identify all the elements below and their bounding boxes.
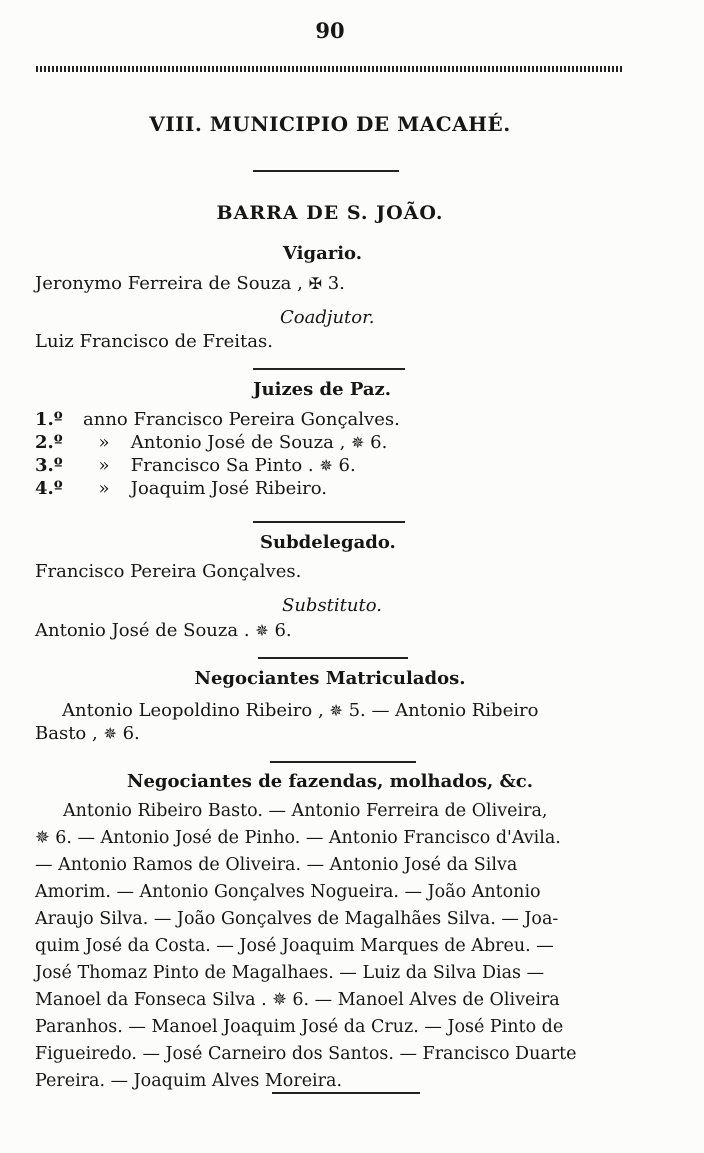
fazendas-line: quim José da Costa. — José Joaquim Marques de Abreu. — <box>35 936 554 956</box>
section-rule <box>253 521 405 523</box>
section-rule <box>258 657 408 659</box>
star-icon: ✵ <box>329 701 343 720</box>
fazendas-line: ✵ 6. — Antonio José de Pinho. — Antonio Francisco d'Avila. <box>35 828 561 848</box>
fazendas-heading: Negociantes de fazendas, molhados, &c. <box>127 771 533 792</box>
substituto-heading: Substituto. <box>282 595 382 616</box>
coadjutor-heading: Coadjutor. <box>280 307 375 328</box>
fazendas-line: Paranhos. — Manoel Joaquim José da Cruz. — José Pinto de <box>35 1017 564 1037</box>
subdelegado-heading: Subdelegado. <box>260 532 396 553</box>
matriculados-line-2: Basto , ✵ 6. <box>35 723 140 744</box>
section-rule <box>253 368 405 370</box>
vigario-name <box>35 273 345 294</box>
vigario-heading: Vigario. <box>283 243 363 264</box>
juiz-row-2: 2.º » Antonio José de Souza , ✵ 6. <box>35 432 388 453</box>
fazendas-line: Manoel da Fonseca Silva . ✵ 6. — Manoel Alves de Oliveira <box>35 990 560 1010</box>
page-title: VIII. MUNICIPIO DE MACAHÉ. <box>149 112 511 136</box>
page-number: 90 <box>315 18 345 43</box>
star-icon: ✵ <box>351 433 365 452</box>
closing-rule <box>272 1092 420 1094</box>
section-heading: BARRA DE S. JOÃO. <box>216 202 444 224</box>
star-icon: ✵ <box>103 724 117 743</box>
juizes-heading: Juizes de Paz. <box>253 379 392 400</box>
fazendas-line: José Thomaz Pinto de Magalhaes. — Luiz da Silva Dias — <box>35 963 545 983</box>
fazendas-line: Amorim. — Antonio Gonçalves Nogueira. — João Antonio <box>35 882 541 902</box>
fazendas-paragraph <box>35 798 635 1095</box>
matriculados-heading: Negociantes Matriculados. <box>194 668 466 689</box>
fazendas-line: Figueiredo. — José Carneiro dos Santos. — Francisco Duarte <box>35 1044 577 1064</box>
fazendas-line: Antonio Ribeiro Basto. — Antonio Ferreira de Oliveira, <box>63 801 548 821</box>
star-icon: ✵ <box>255 621 269 640</box>
juiz-row-3: 3.º » Francisco Sa Pinto . ✵ 6. <box>35 455 356 476</box>
substituto-grade: 6. <box>274 620 292 641</box>
cross-icon: ✠ <box>308 274 322 293</box>
juiz-row-1: 1.º anno Francisco Pereira Gonçalves. <box>35 409 400 430</box>
matriculados-line-1: Antonio Leopoldino Ribeiro , ✵ 5. — Antonio Ribeiro <box>62 700 539 721</box>
subdelegado-name: Francisco Pereira Gonçalves. <box>35 561 302 582</box>
juizes-list <box>35 408 400 500</box>
juiz-row-4: 4.º » Joaquim José Ribeiro. <box>35 478 327 499</box>
vigario-grade: 3. <box>327 273 345 294</box>
substituto-text: Antonio José de Souza . <box>35 620 250 641</box>
fazendas-line: — Antonio Ramos de Oliveira. — Antonio José da Silva <box>35 855 518 875</box>
substituto-name <box>35 620 292 641</box>
coadjutor-name: Luiz Francisco de Freitas. <box>35 331 273 352</box>
title-rule <box>253 170 399 172</box>
fazendas-line: Araujo Silva. — João Gonçalves de Magalhães Silva. — Joa- <box>35 909 559 929</box>
header-rule <box>36 66 624 72</box>
vigario-text: Jeronymo Ferreira de Souza , <box>35 273 303 294</box>
fazendas-line: Pereira. — Joaquim Alves Moreira. <box>35 1071 343 1091</box>
star-icon: ✵ <box>319 456 333 475</box>
section-rule <box>270 761 416 763</box>
